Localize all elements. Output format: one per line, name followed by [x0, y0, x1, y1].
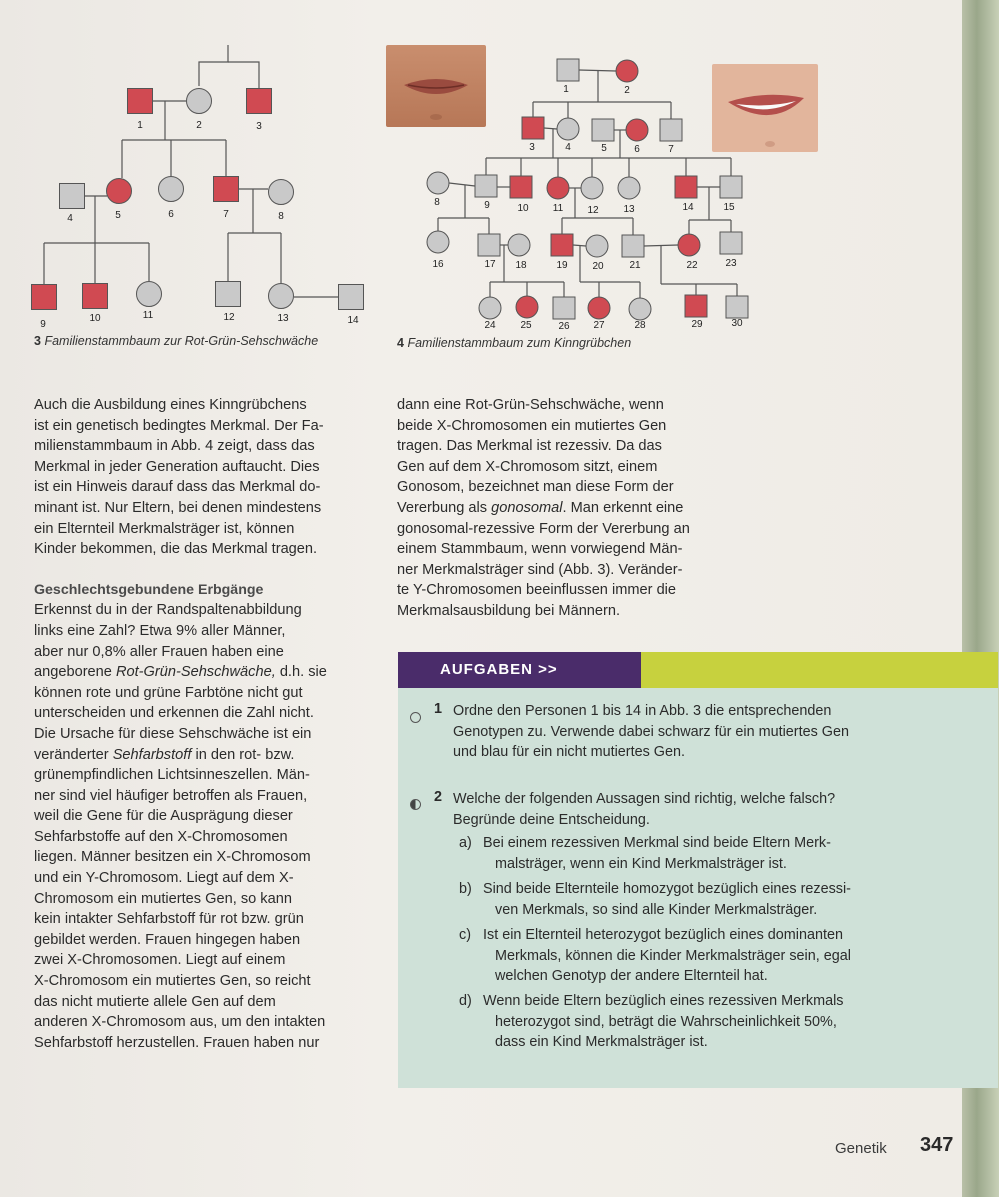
affected-male-square [128, 89, 153, 114]
unaffected-male-square [339, 285, 364, 310]
person-number: 12 [223, 312, 235, 323]
task-line: Sind beide Elternteile homozygot bezüglich eines rezessi- [483, 881, 851, 897]
unaffected-female-circle [479, 297, 501, 319]
text-line: X-Chromosom ein mutiertes Gen, so reicht [34, 973, 311, 990]
person-number: 13 [277, 313, 289, 324]
unaffected-male-square [726, 296, 748, 318]
person-number: 2 [196, 120, 202, 131]
unaffected-male-square [475, 175, 497, 197]
task-line: Ist ein Elternteil heterozygot bezüglich eines dominanten [483, 927, 843, 943]
text-line: Kinder bekommen, die das Merkmal tragen. [34, 541, 318, 558]
text-line: milienstammbaum in Abb. 4 zeigt, dass das [34, 438, 315, 455]
pedigree-connector [228, 62, 259, 88]
pedigree-connector [544, 128, 557, 129]
pedigree-figures [0, 0, 999, 340]
emphasis: Rot-Grün-Sehschwäche, [115, 664, 276, 681]
unaffected-male-square [660, 119, 682, 141]
affected-male-square [83, 284, 108, 309]
affected-male-square [510, 176, 532, 198]
person-number: 8 [434, 197, 440, 208]
affected-female-circle [626, 119, 648, 141]
unaffected-female-circle [586, 235, 608, 257]
task2-item-letter: d) [459, 993, 472, 1009]
task-line: Welche der folgenden Aussagen sind richtig, welche falsch? [453, 791, 836, 807]
unaffected-male-square [216, 282, 241, 307]
pedigree-connector [199, 45, 228, 86]
unaffected-male-square [60, 184, 85, 209]
text-line: links eine Zahl? Etwa 9% aller Männer, [34, 622, 286, 639]
task2-item-text [483, 879, 983, 920]
line-text: d.h. sie [275, 664, 327, 681]
paragraph-sehschwaeche [34, 600, 384, 1053]
person-number: 7 [223, 209, 229, 220]
unaffected-male-square [622, 235, 644, 257]
text-line: zwei X-Chromosomen. Liegt auf einem [34, 952, 286, 969]
person-number: 5 [601, 143, 607, 154]
task2-item-text [483, 991, 983, 1053]
text-line: liegen. Männer besitzen ein X-Chromosom [34, 849, 311, 866]
text-line: kein intakter Sehfarbstoff für rot bzw. grün [34, 911, 304, 928]
unaffected-female-circle [427, 172, 449, 194]
unaffected-female-circle [269, 284, 294, 309]
person-number: 1 [137, 120, 143, 131]
task2-half-circle-icon [410, 799, 421, 810]
task-line: Begründe deine Entscheidung. [453, 811, 650, 828]
figure3-caption: 3 Familienstammbaum zur Rot-Grün-Sehschwäche [34, 334, 319, 348]
unaffected-female-circle [159, 177, 184, 202]
task-line: Wenn beide Eltern bezüglich eines rezessiven Merkmals [483, 993, 844, 1009]
text-line: Sehfarbstoff herzustellen. Frauen haben nur [34, 1034, 320, 1051]
affected-female-circle [107, 179, 132, 204]
affected-male-square [551, 234, 573, 256]
task1-empty-circle-icon [410, 712, 421, 723]
text-line: einem Stammbaum, wenn vorwiegend Män- [397, 541, 683, 558]
emphasis: gonosomal [491, 499, 563, 516]
unaffected-female-circle [269, 180, 294, 205]
person-number: 10 [517, 203, 529, 214]
line-text: Vererbung als [397, 499, 492, 516]
person-number: 3 [529, 142, 535, 153]
person-number: 28 [634, 320, 646, 331]
task-line: Ordne den Personen 1 bis 14 in Abb. 3 die entsprechenden [453, 703, 832, 719]
task2-item-text [483, 925, 983, 987]
text-line: beide X-Chromosomen ein mutiertes Gen [397, 417, 667, 434]
text-line: Sehfarbstoffe auf den X-Chromosomen [34, 828, 288, 845]
pedigree-connector [579, 70, 616, 71]
person-number: 6 [168, 209, 174, 220]
unaffected-female-circle [137, 282, 162, 307]
person-number: 21 [629, 260, 641, 271]
section-heading: Geschlechtsgebundene Erbgänge [34, 581, 264, 598]
person-number: 14 [682, 202, 694, 213]
text-line: Chromosom ein mutiertes Gen, so kann [34, 890, 292, 907]
person-number: 26 [558, 321, 570, 332]
text-line: dann eine Rot-Grün-Sehschwäche, wenn [397, 397, 664, 413]
unaffected-male-square [592, 119, 614, 141]
text-line: Auch die Ausbildung eines Kinngrübchens [34, 397, 307, 413]
tasks-title: AUFGABEN >> [398, 652, 641, 688]
page-number: 347 [920, 1134, 954, 1156]
unaffected-female-circle [557, 118, 579, 140]
unaffected-male-square [553, 297, 575, 319]
person-number: 14 [347, 315, 359, 326]
text-line: grünempfindlichen Lichtsinneszellen. Män- [34, 767, 310, 784]
task-line: und blau für ein nicht mutiertes Gen. [453, 744, 685, 760]
unaffected-female-circle [427, 231, 449, 253]
unaffected-female-circle [187, 89, 212, 114]
line-text: veränderter [34, 746, 113, 763]
text-line: ist ein Hinweis darauf dass das Merkmal do- [34, 479, 321, 496]
person-number: 4 [565, 142, 571, 153]
task-line: malsträger, wenn ein Kind Merkmalsträger ist. [495, 855, 787, 872]
affected-male-square [675, 176, 697, 198]
text-line: weil die Gene für die Ausprägung dieser [34, 808, 293, 825]
text-line [34, 662, 384, 683]
text-line: unterscheiden und erkennen die Zahl nicht. [34, 705, 314, 722]
task2-item-letter: b) [459, 881, 472, 897]
text-line: ist ein genetisch bedingtes Merkmal. Der Fa- [34, 417, 324, 434]
left-column [34, 395, 384, 1053]
line-text: angeborene [34, 664, 116, 681]
affected-female-circle [588, 297, 610, 319]
task-line: welchen Genotyp der andere Elternteil hat. [495, 968, 768, 984]
person-number: 9 [484, 200, 490, 211]
person-number: 4 [67, 213, 73, 224]
text-line: ner sind viel häufiger betroffen als Frauen, [34, 787, 308, 804]
text-line: anderen X-Chromosom aus, um den intakten [34, 1014, 326, 1031]
affected-male-square [685, 295, 707, 317]
task2-item-letter: a) [459, 835, 472, 851]
person-number: 5 [115, 210, 121, 221]
task-line: dass ein Kind Merkmalsträger ist. [495, 1034, 708, 1050]
text-line: Gonosom, bezeichnet man diese Form der [397, 479, 674, 496]
task2-number: 2 [434, 789, 443, 805]
text-line: minant ist. Nur Eltern, bei denen mindestens [34, 499, 322, 516]
person-number: 22 [686, 260, 698, 271]
unaffected-male-square [720, 232, 742, 254]
person-number: 16 [432, 259, 444, 270]
person-number: 6 [634, 144, 640, 155]
text-line: gonosomal-rezessive Form der Vererbung an [397, 520, 690, 537]
text-line: Erkennst du in der Randspaltenabbildung [34, 602, 302, 619]
person-number: 8 [278, 211, 284, 222]
text-line: Merkmalsausbildung bei Männern. [397, 602, 621, 619]
right-column [397, 395, 757, 622]
affected-female-circle [616, 60, 638, 82]
person-number: 24 [484, 320, 496, 331]
task-line: heterozygot sind, beträgt die Wahrscheinlichkeit 50%, [495, 1013, 837, 1030]
affected-female-circle [516, 296, 538, 318]
text-line: können rote und grüne Farbtöne nicht gut [34, 684, 303, 701]
unaffected-male-square [557, 59, 579, 81]
emphasis: Sehfarbstoff [112, 746, 192, 763]
person-number: 11 [552, 203, 564, 214]
person-number: 13 [623, 204, 635, 215]
photo-dimple-chin-left [386, 45, 486, 127]
task2-item-text [483, 833, 983, 874]
person-number: 20 [592, 261, 604, 272]
affected-male-square [32, 285, 57, 310]
person-number: 3 [256, 121, 262, 132]
task-line: Bei einem rezessiven Merkmal sind beide Eltern Merk- [483, 835, 831, 851]
pedigree-connector [573, 245, 586, 246]
unaffected-female-circle [581, 177, 603, 199]
person-number: 7 [668, 144, 674, 155]
text-line: Gen auf dem X-Chromosom sitzt, einem [397, 458, 658, 475]
person-number: 27 [593, 320, 605, 331]
line-text: . Man erkennt eine [562, 499, 684, 516]
person-number: 10 [89, 313, 101, 324]
unaffected-female-circle [618, 177, 640, 199]
unaffected-male-square [720, 176, 742, 198]
text-line: ner Merkmalsträger sind (Abb. 3). Veränder- [397, 561, 683, 578]
text-line: das nicht mutierte allele Gen auf dem [34, 993, 276, 1010]
line-text: in den rot- bzw. [191, 746, 295, 763]
text-line [34, 745, 384, 766]
text-line: Merkmal in jeder Generation auftaucht. Dies [34, 458, 320, 475]
person-number: 15 [723, 202, 735, 213]
person-number: 18 [515, 260, 527, 271]
person-number: 30 [731, 318, 743, 329]
tasks-header-accent [641, 652, 998, 688]
text-line: Die Ursache für diese Sehschwäche ist ein [34, 725, 312, 742]
task2-text [453, 789, 983, 830]
task1-number: 1 [434, 701, 443, 717]
person-number: 9 [40, 319, 46, 330]
person-number: 17 [484, 259, 496, 270]
task-line: Genotypen zu. Verwende dabei schwarz für ein mutiertes Gen [453, 723, 849, 740]
affected-female-circle [547, 177, 569, 199]
tasks-header [398, 652, 998, 688]
person-number: 1 [563, 84, 569, 95]
affected-female-circle [678, 234, 700, 256]
task-line: ven Merkmals, so sind alle Kinder Merkmalsträger. [495, 901, 818, 918]
task1-text [453, 701, 983, 763]
text-line: aber nur 0,8% aller Frauen haben eine [34, 643, 284, 660]
person-number: 11 [142, 310, 154, 321]
affected-male-square [247, 89, 272, 114]
text-line: und ein Y-Chromosom. Liegt auf dem X- [34, 870, 294, 887]
text-line: te Y-Chromosomen beeinflussen immer die [397, 582, 677, 599]
person-number: 12 [587, 205, 599, 216]
text-line: ein Elternteil Merkmalsträger ist, können [34, 520, 295, 537]
unaffected-female-circle [508, 234, 530, 256]
task2-item-letter: c) [459, 927, 471, 943]
unaffected-female-circle [629, 298, 651, 320]
affected-male-square [214, 177, 239, 202]
text-line: tragen. Das Merkmal ist rezessiv. Da das [397, 438, 662, 455]
affected-male-square [522, 117, 544, 139]
person-number: 19 [556, 260, 568, 271]
person-number: 29 [691, 319, 703, 330]
person-number: 23 [725, 258, 737, 269]
pedigree-connector [449, 183, 475, 186]
text-line: gebildet werden. Frauen hingegen haben [34, 931, 301, 948]
person-number: 25 [520, 320, 532, 331]
text-line [397, 498, 757, 519]
photo-dimple-chin-right [712, 64, 818, 152]
footer-section: Genetik [835, 1140, 887, 1157]
paragraph-gonosomal [397, 395, 757, 622]
task-line: Merkmals, können die Kinder Merkmalsträger sein, egal [495, 947, 851, 964]
unaffected-male-square [478, 234, 500, 256]
paragraph-kinngruebchen [34, 395, 384, 560]
figure4-caption: 4 Familienstammbaum zum Kinngrübchen [397, 336, 632, 350]
person-number: 2 [624, 85, 630, 96]
